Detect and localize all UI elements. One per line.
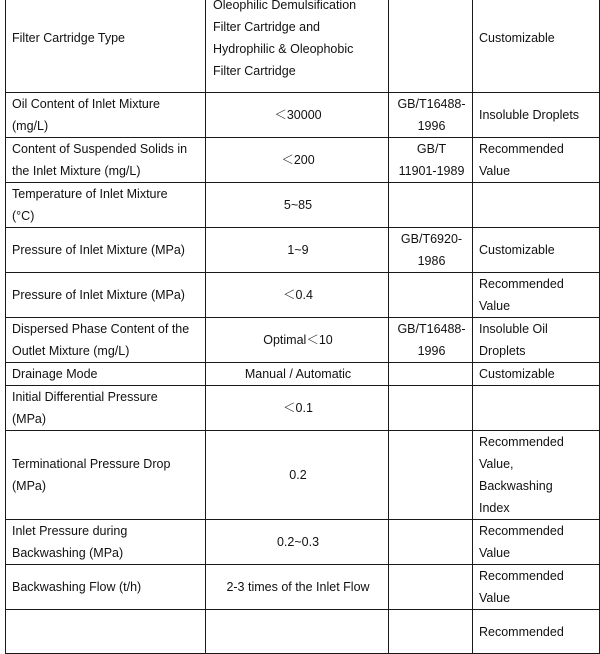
value-cell bbox=[206, 610, 389, 654]
specification-table bbox=[5, 0, 600, 654]
note-text-line: Recommended bbox=[479, 624, 564, 639]
parameter-text-line: Inlet Pressure during bbox=[12, 524, 128, 538]
standard-text-line: GB/T16488- bbox=[397, 322, 466, 336]
parameter-cell bbox=[6, 520, 206, 565]
note-cell bbox=[473, 363, 600, 386]
standard-cell bbox=[389, 93, 473, 138]
table-row bbox=[6, 610, 600, 654]
parameter-text-line: Content of Suspended Solids in bbox=[12, 142, 188, 156]
value-cell bbox=[206, 228, 389, 273]
note-text-line: Value bbox=[479, 591, 511, 605]
value-cell bbox=[206, 565, 389, 610]
parameter-text-line: Temperature of Inlet Mixture bbox=[12, 187, 168, 201]
standard-text-line: GB/T6920- bbox=[400, 232, 463, 246]
value-cell bbox=[206, 273, 389, 318]
note-cell bbox=[473, 0, 600, 93]
standard-cell bbox=[389, 386, 473, 431]
standard-text-line: GB/T16488- bbox=[397, 97, 466, 111]
parameter-text-line: Drainage Mode bbox=[12, 367, 98, 381]
standard-cell bbox=[389, 0, 473, 93]
table-row bbox=[6, 93, 600, 138]
standard-text-line: GB/T bbox=[416, 142, 447, 156]
value-text-line: Manual / Automatic bbox=[244, 367, 352, 381]
parameter-cell bbox=[6, 318, 206, 363]
parameter-cell bbox=[6, 431, 206, 520]
note-cell bbox=[473, 386, 600, 431]
note-text-line: Recommended bbox=[479, 277, 564, 291]
table-row bbox=[6, 318, 600, 363]
note-text-line: Index bbox=[479, 501, 510, 515]
parameter-text-line: Backwashing Flow (t/h) bbox=[12, 580, 142, 594]
value-text-line: Filter Cartridge bbox=[213, 63, 296, 78]
table-row bbox=[6, 520, 600, 565]
table-row bbox=[6, 183, 600, 228]
value-text-line: Hydrophilic & Oleophobic bbox=[213, 41, 354, 56]
standard-cell bbox=[389, 363, 473, 386]
note-cell bbox=[473, 565, 600, 610]
value-cell bbox=[206, 520, 389, 565]
note-cell bbox=[473, 318, 600, 363]
parameter-cell bbox=[6, 363, 206, 386]
standard-cell bbox=[389, 318, 473, 363]
standard-text-line: 1996 bbox=[417, 119, 446, 133]
standard-cell bbox=[389, 138, 473, 183]
standard-text-line: 1986 bbox=[417, 254, 446, 268]
note-text-line: Recommended bbox=[479, 569, 564, 583]
parameter-cell bbox=[6, 610, 206, 654]
parameter-text-line: Backwashing (MPa) bbox=[12, 546, 124, 560]
parameter-cell bbox=[6, 273, 206, 318]
parameter-text-line: Pressure of Inlet Mixture (MPa) bbox=[12, 243, 185, 257]
parameter-cell bbox=[6, 138, 206, 183]
note-cell bbox=[473, 273, 600, 318]
parameter-text-line: Pressure of Inlet Mixture (MPa) bbox=[12, 288, 185, 302]
note-text-line: Recommended bbox=[479, 524, 564, 538]
note-text-line: Customizable bbox=[479, 30, 555, 45]
note-text-line: Recommended bbox=[479, 435, 564, 449]
note-cell bbox=[473, 183, 600, 228]
value-cell bbox=[206, 386, 389, 431]
table-row bbox=[6, 565, 600, 610]
table-row bbox=[6, 0, 600, 93]
table-row bbox=[6, 363, 600, 386]
value-text-line: ＜0.4 bbox=[283, 288, 313, 302]
standard-cell bbox=[389, 431, 473, 520]
parameter-text-line: Oil Content of Inlet Mixture bbox=[12, 97, 160, 111]
value-cell bbox=[206, 431, 389, 520]
note-cell bbox=[473, 610, 600, 654]
parameter-text-line: Terminational Pressure Drop bbox=[12, 457, 171, 471]
parameter-cell bbox=[6, 183, 206, 228]
note-cell bbox=[473, 431, 600, 520]
note-text-line: Value bbox=[479, 546, 511, 560]
table-row bbox=[6, 228, 600, 273]
note-cell bbox=[473, 138, 600, 183]
value-text-line: 1~9 bbox=[287, 243, 309, 257]
note-cell bbox=[473, 93, 600, 138]
value-text-line: 5~85 bbox=[283, 198, 313, 212]
table-row bbox=[6, 431, 600, 520]
parameter-cell bbox=[6, 93, 206, 138]
parameter-text-line: Filter Cartridge Type bbox=[12, 30, 126, 45]
value-text-line: Oleophilic Demulsification bbox=[213, 0, 357, 12]
note-text-line: Customizable bbox=[479, 367, 555, 381]
note-cell bbox=[473, 520, 600, 565]
table-row bbox=[6, 273, 600, 318]
note-text-line: Backwashing bbox=[479, 479, 553, 493]
value-cell bbox=[206, 183, 389, 228]
table-row bbox=[6, 386, 600, 431]
specification-table-body bbox=[6, 0, 600, 654]
value-cell bbox=[206, 0, 389, 93]
note-text-line: Customizable bbox=[479, 243, 555, 257]
value-text-line: Filter Cartridge and bbox=[213, 19, 320, 34]
parameter-text-line: (°C) bbox=[12, 209, 35, 223]
parameter-cell bbox=[6, 0, 206, 93]
standard-text-line: 1996 bbox=[417, 344, 446, 358]
standard-text-line: 11901-1989 bbox=[398, 164, 465, 178]
value-text-line: 2-3 times of the Inlet Flow bbox=[226, 580, 370, 594]
note-text-line: Value, bbox=[479, 457, 514, 471]
standard-cell bbox=[389, 565, 473, 610]
standard-cell bbox=[389, 183, 473, 228]
value-text-line: ＜200 bbox=[281, 153, 315, 167]
note-text-line: Recommended bbox=[479, 142, 564, 156]
parameter-text-line: the Inlet Mixture (mg/L) bbox=[12, 164, 141, 178]
value-cell bbox=[206, 363, 389, 386]
parameter-text-line: Outlet Mixture (mg/L) bbox=[12, 344, 130, 358]
note-cell bbox=[473, 228, 600, 273]
standard-cell bbox=[389, 273, 473, 318]
value-cell bbox=[206, 138, 389, 183]
note-text-line: Value bbox=[479, 299, 511, 313]
parameter-cell bbox=[6, 228, 206, 273]
note-text-line: Value bbox=[479, 164, 511, 178]
value-text-line: ＜0.1 bbox=[283, 401, 313, 415]
parameter-cell bbox=[6, 565, 206, 610]
standard-cell bbox=[389, 228, 473, 273]
parameter-text-line: (MPa) bbox=[12, 412, 47, 426]
parameter-text-line: Dispersed Phase Content of the bbox=[12, 322, 190, 336]
value-text-line: 0.2~0.3 bbox=[276, 535, 320, 549]
value-text-line: Optimal＜10 bbox=[263, 333, 333, 347]
parameter-cell bbox=[6, 386, 206, 431]
parameter-text-line: (MPa) bbox=[12, 479, 47, 493]
note-text-line: Insoluble Oil bbox=[479, 322, 548, 336]
value-text-line: ＜30000 bbox=[274, 108, 322, 122]
note-text-line: Droplets bbox=[479, 344, 526, 358]
note-text-line: Insoluble Droplets bbox=[479, 108, 580, 122]
value-cell bbox=[206, 318, 389, 363]
standard-cell bbox=[389, 610, 473, 654]
table-row bbox=[6, 138, 600, 183]
parameter-text-line: (mg/L) bbox=[12, 119, 49, 133]
standard-cell bbox=[389, 520, 473, 565]
value-text-line: 0.2 bbox=[289, 468, 307, 482]
parameter-text-line: Initial Differential Pressure bbox=[12, 390, 158, 404]
value-cell bbox=[206, 93, 389, 138]
